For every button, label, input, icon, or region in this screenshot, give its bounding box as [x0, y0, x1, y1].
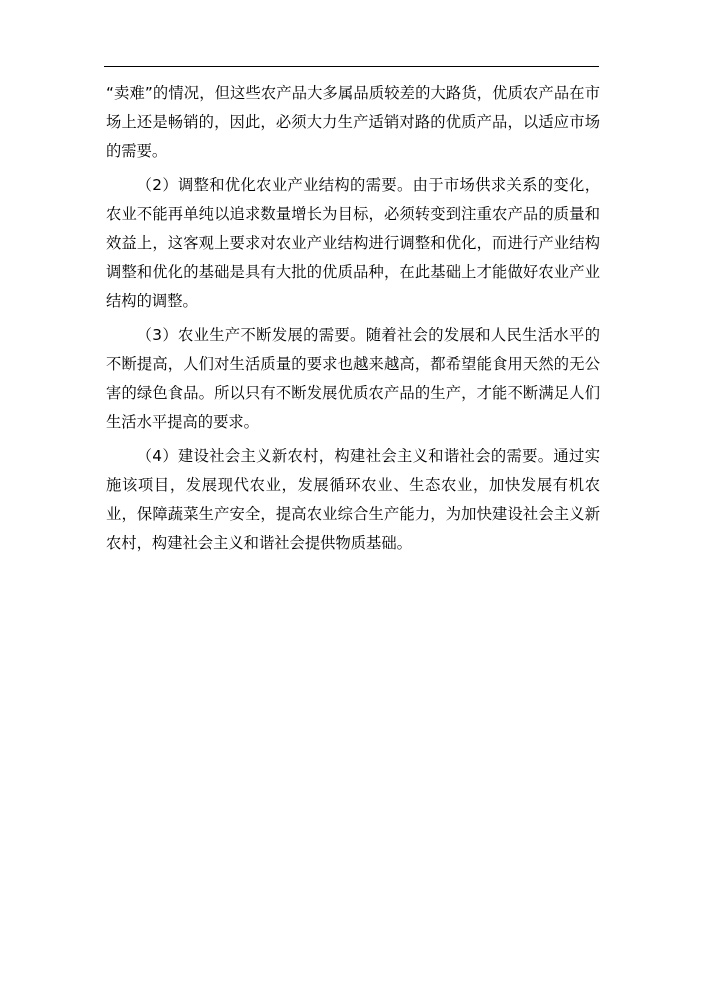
paragraph-point-4: （4）建设社会主义新农村，构建社会主义和谐社会的需要。通过实施该项目，发展现代农业，发展循环农业、生态农业，加快发展有机农业，保障蔬菜生产安全，提高农业综合生产能力，为加快建设社会主义新农村，构建社会主义和谐社会提供物质基础。	[106, 447, 600, 552]
document-body	[106, 79, 600, 563]
paragraph-point-2: （2）调整和优化农业产业结构的需要。由于市场供求关系的变化，农业不能再单纯以追求数量增长为目标，必须转变到注重农产品的质量和效益上，这客观上要求对农业产业结构进行调整和优化，而进行产业结构调整和优化的基础是具有大批的优质品种，在此基础上才能做好农业产业结构的调整。	[106, 176, 600, 310]
header-rule	[104, 66, 599, 67]
paragraph-continuation: “卖难”的情况，但这些农产品大多属品质较差的大路货，优质农产品在市场上还是畅销的，因此，必须大力生产适销对路的优质产品，以适应市场的需要。	[106, 84, 600, 160]
paragraph-point-3: （3）农业生产不断发展的需要。随着社会的发展和人民生活水平的不断提高，人们对生活质量的要求也越来越高，都希望能食用天然的无公害的绿色食品。所以只有不断发展优质农产品的生产，才能不断满足人们生活水平提高的要求。	[106, 326, 600, 431]
